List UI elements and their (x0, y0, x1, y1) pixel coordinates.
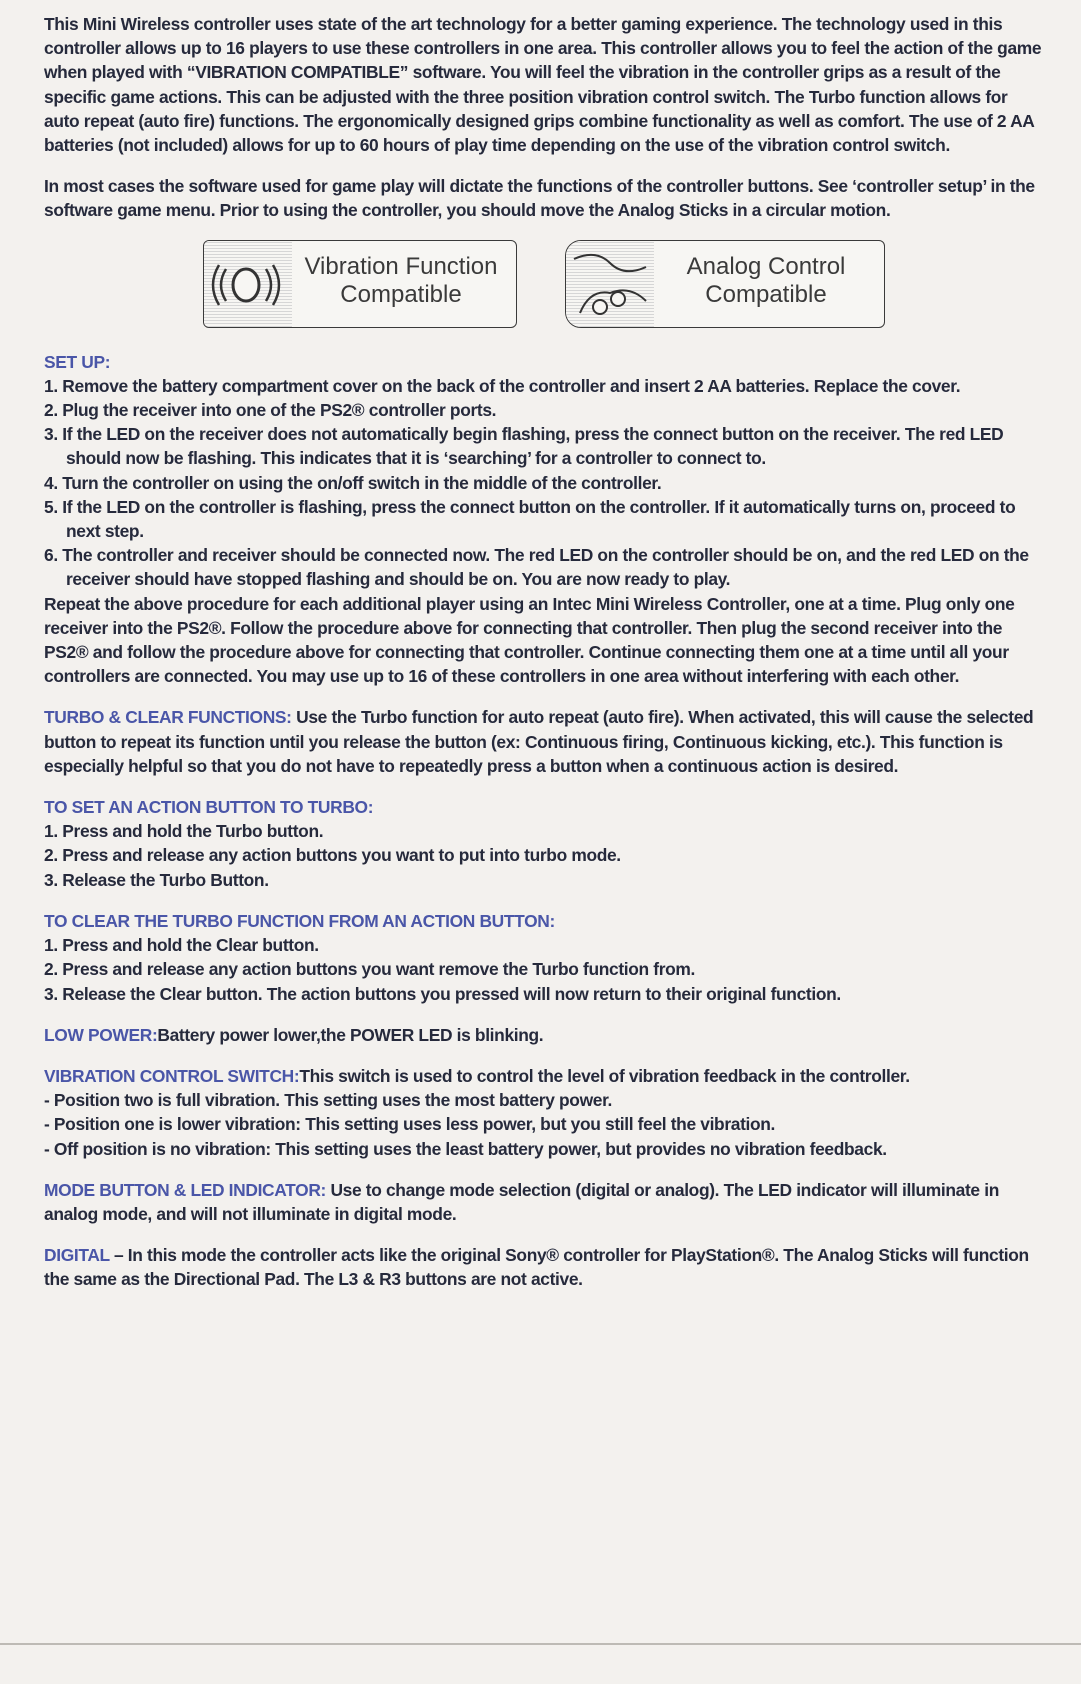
setup-step: 2. Plug the receiver into one of the PS2® controller ports. (44, 400, 497, 421)
setup-section (44, 350, 1044, 689)
clear-turbo-step: 3. Release the Clear button. The action buttons you pressed will now return to their original function. (44, 983, 841, 1004)
vibration-switch-text: This switch is used to control the level of vibration feedback in the controller. (299, 1065, 910, 1086)
setup-repeat-paragraph: Repeat the above procedure for each additional player using an Intec Mini Wireless Controller, one at a time. Plug only one receiver into the PS2®. Follow the procedure above for connecting that controller. Then plug the second receiver into the PS2® and follow the procedure above for connecting that controller. Continue connecting them one at a time until all your controllers are connected. You may use up to 16 of these controllers in one area without interfering with each other. (44, 593, 1015, 687)
analog-badge-text (654, 253, 878, 309)
setup-step: 5. If the LED on the controller is flashing, press the connect button on the controller. If it automatically turns on, proceed to next step. (44, 496, 1016, 542)
controller-icon (566, 241, 654, 327)
intro-paragraph: This Mini Wireless controller uses state of the art technology for a better gaming experience. The technology used in this controller allows up to 16 players to use these controllers in one area. This controller allows you to feel the action of the game when played with “VIBRATION COMPATIBLE” software. You will feel the vibration in the controller grips as a result of the specific game actions. This can be adjusted with the three position vibration control switch. The Turbo function allows for auto repeat (auto fire) functions. The ergonomically designed grips combine functionality as well as comfort. The use of 2 AA batteries (not included) allows for up to 60 hours of play time depending on the use of the vibration control switch. (44, 14, 1042, 156)
low-power-text: Battery power lower,the POWER LED is blinking. (157, 1024, 544, 1045)
vibration-switch-item: - Position one is lower vibration: This setting uses less power, but you still feel the vibration. (44, 1114, 776, 1135)
turbo-clear-text: Use the Turbo function for auto repeat (auto fire). When activated, this will cause the selected button to repeat its function until you release the button (ex: Continuous firing, Continuous kicking, etc.). This function is especially helpful so that you do not have to repeatedly press a button when a continuous action is desired. (44, 707, 1034, 776)
setup-step: 1. Remove the battery compartment cover on the back of the controller and insert 2 AA batteries. Replace the cover. (44, 375, 961, 396)
vibration-switch-item: - Position two is full vibration. This setting uses the most battery power. (44, 1090, 613, 1111)
set-turbo-heading: TO SET AN ACTION BUTTON TO TURBO: (44, 797, 374, 818)
turbo-clear-label: TURBO & CLEAR FUNCTIONS: (44, 707, 292, 728)
analog-badge-line2: Compatible (705, 280, 827, 308)
digital-paragraph (44, 1243, 1044, 1291)
clear-turbo-heading: TO CLEAR THE TURBO FUNCTION FROM AN ACTION BUTTON: (44, 910, 555, 931)
mode-button-paragraph (44, 1178, 1044, 1226)
vibration-switch-item: - Off position is no vibration: This setting uses the least battery power, but provides no vibration feedback. (44, 1138, 887, 1159)
clear-turbo-step: 1. Press and hold the Clear button. (44, 935, 319, 956)
low-power-paragraph (44, 1023, 1044, 1047)
software-paragraph: In most cases the software used for game play will dictate the functions of the controller buttons. See ‘controller setup’ in the software game menu. Prior to using the controller, you should move the Analog Sticks in a circular motion. (44, 176, 1035, 221)
set-turbo-step: 3. Release the Turbo Button. (44, 869, 269, 890)
vibration-waves-icon (204, 241, 292, 327)
turbo-clear-paragraph (44, 705, 1044, 778)
setup-heading: SET UP: (44, 351, 111, 372)
mode-button-label: MODE BUTTON & LED INDICATOR: (44, 1179, 326, 1200)
set-turbo-section (44, 795, 1044, 892)
vibration-compatible-badge (203, 240, 517, 328)
clear-turbo-section (44, 909, 1044, 1006)
digital-label: DIGITAL (44, 1245, 110, 1266)
vibration-badge-line1: Vibration Function (304, 252, 498, 280)
set-turbo-step: 1. Press and hold the Turbo button. (44, 821, 324, 842)
mode-button-text: Use to change mode selection (digital or analog). The LED indicator will illuminate in analog mode, and will not illuminate in digital mode. (44, 1179, 999, 1224)
compatibility-badges (44, 240, 1044, 328)
vibration-badge-text (292, 253, 510, 309)
setup-step: 3. If the LED on the receiver does not automatically begin flashing, press the connect button on the receiver. The red LED should now be flashing. This indicates that it is ‘searching’ for a controller to connect to. (44, 424, 1004, 469)
setup-step: 6. The controller and receiver should be connected now. The red LED on the controller should be on, and the red LED on the receiver should have stopped flashing and should be on. You are now ready to play. (44, 545, 1029, 590)
set-turbo-step: 2. Press and release any action buttons you want to put into turbo mode. (44, 845, 621, 866)
setup-step: 4. Turn the controller on using the on/off switch in the middle of the controller. (44, 472, 662, 493)
vibration-switch-intro (44, 1064, 1044, 1088)
page-fold-line (0, 1643, 1081, 1645)
instruction-content (44, 12, 1044, 1309)
vibration-badge-line2: Compatible (340, 280, 462, 308)
analog-badge-line1: Analog Control (686, 252, 846, 280)
analog-compatible-badge (565, 240, 885, 328)
vibration-switch-section (44, 1064, 1044, 1161)
vibration-switch-label: VIBRATION CONTROL SWITCH: (44, 1065, 300, 1086)
low-power-label: LOW POWER: (44, 1024, 158, 1045)
clear-turbo-step: 2. Press and release any action buttons you want remove the Turbo function from. (44, 959, 696, 980)
digital-text: – In this mode the controller acts like the original Sony® controller for PlayStation®. The Analog Sticks will function the same as the Directional Pad. The L3 & R3 buttons are not active. (44, 1245, 1029, 1290)
